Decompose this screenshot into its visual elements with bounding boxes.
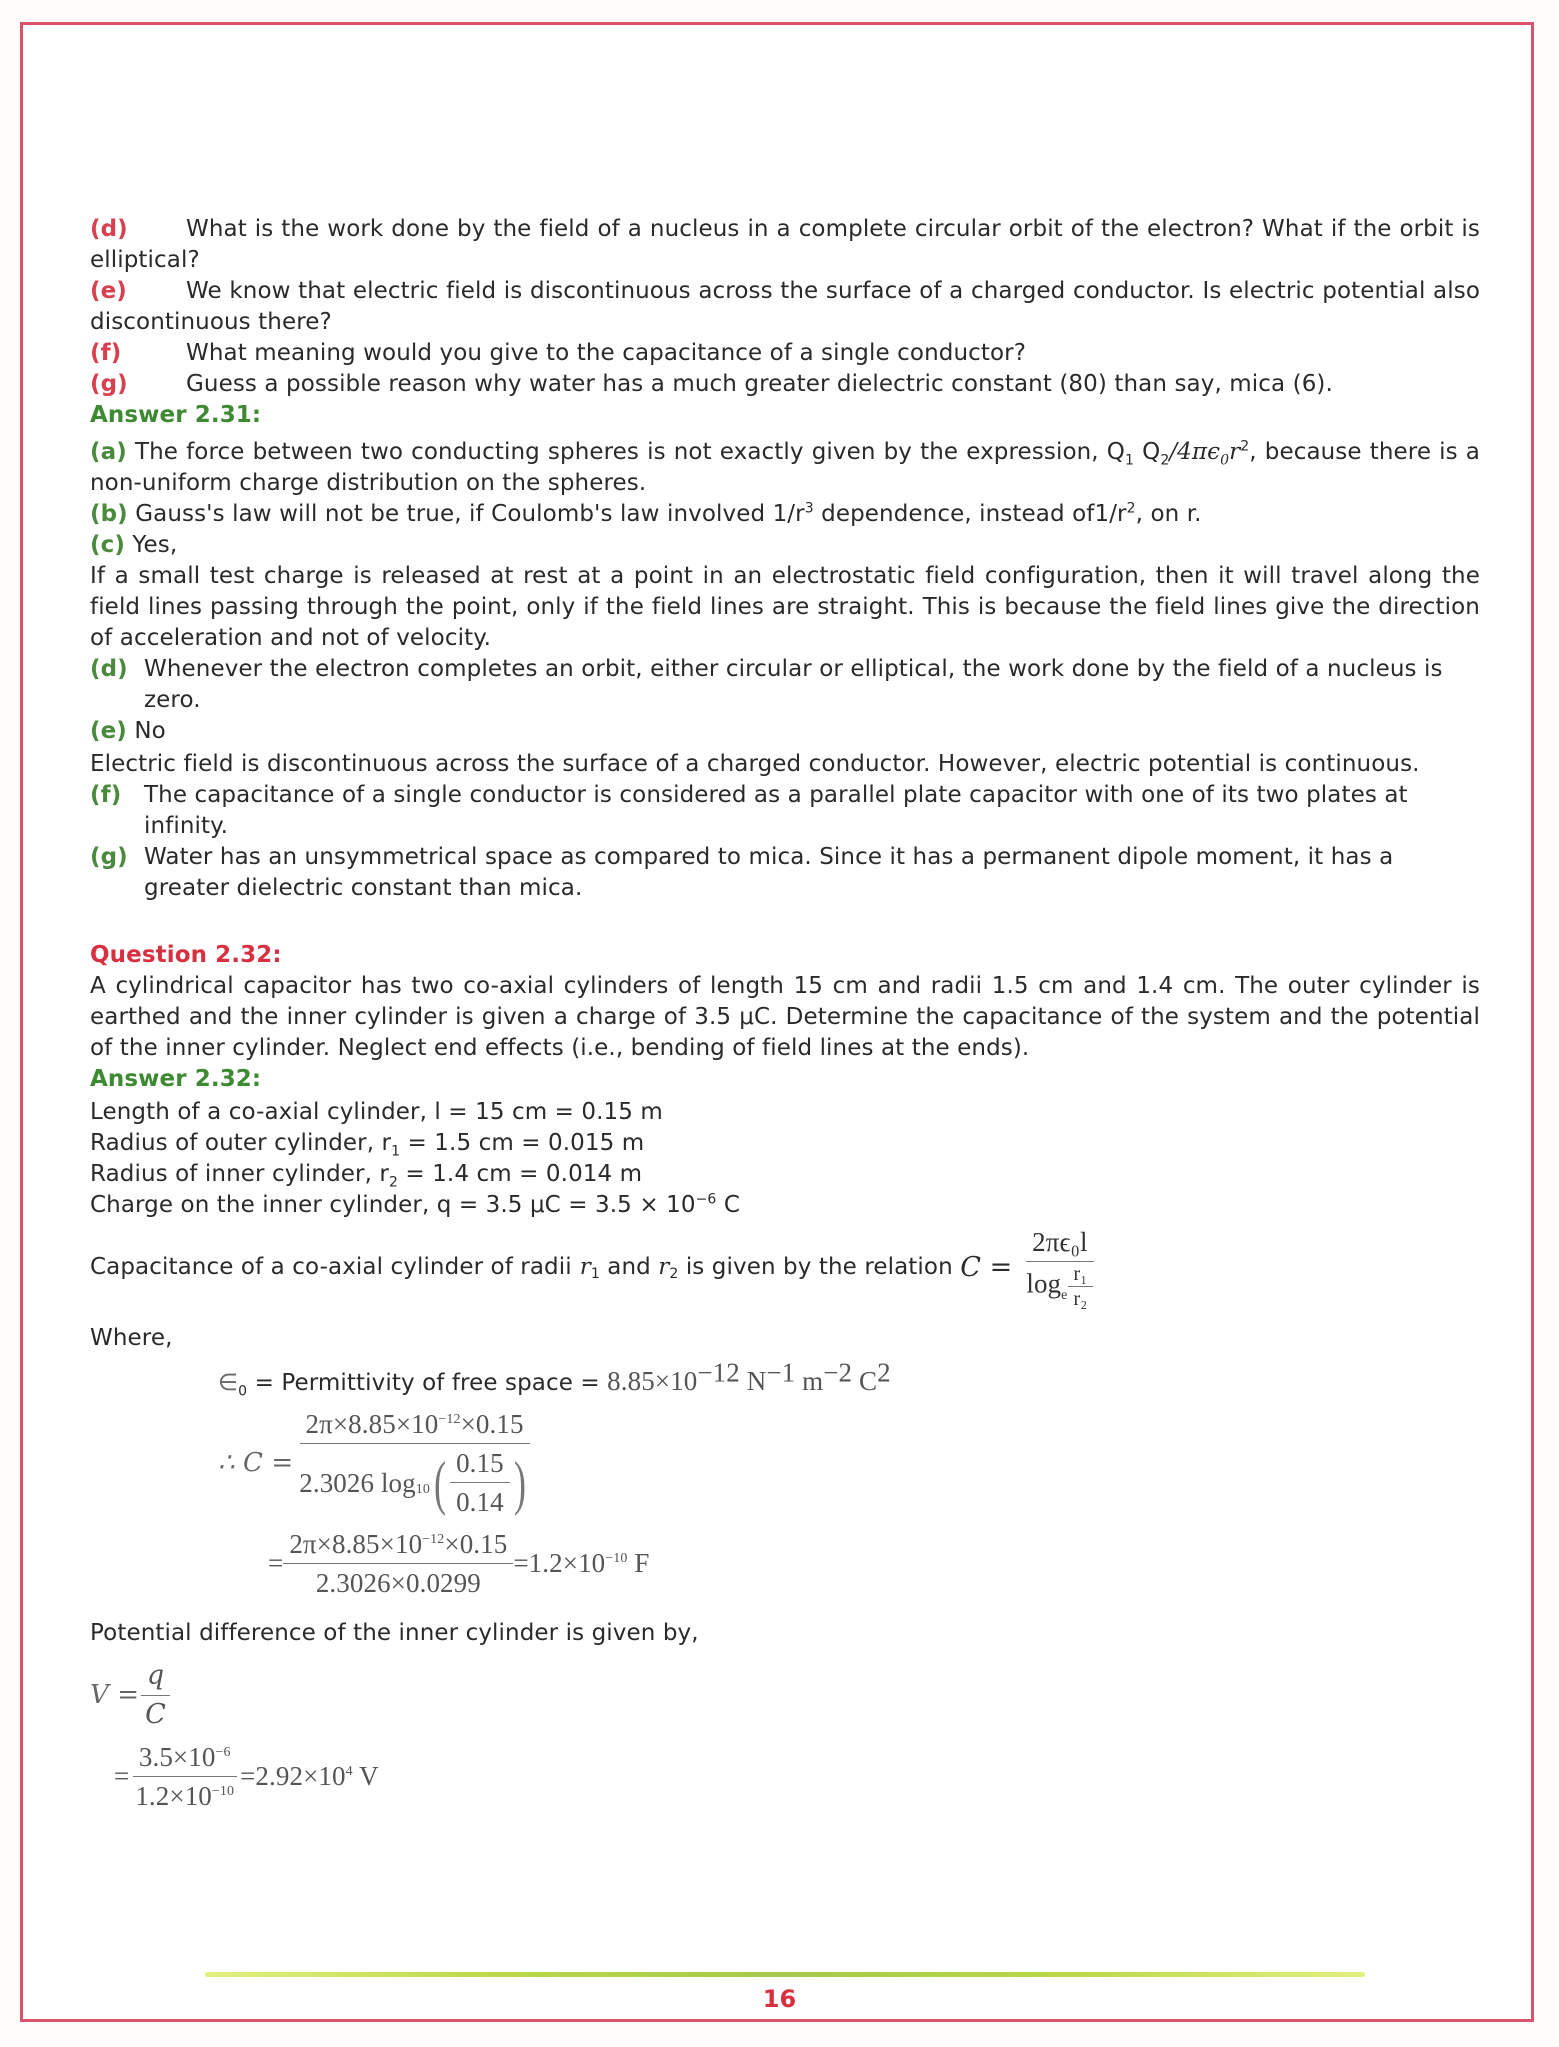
answer-part-c [90,530,1480,561]
question-part-g [90,369,1480,400]
subscript: 2 [1160,452,1170,469]
unit: m [795,1366,824,1396]
result-text: =1.2×10 [513,1548,606,1578]
part-text: What is the work done by the field of a nucleus in a complete circular orbit of the electron? What if the orbit is elliptical? [90,216,1480,273]
superscript: 4 [345,1764,353,1779]
page-content [90,214,1480,1813]
denominator: 2.3026×0.0299 [315,1568,481,1598]
part-label: (d) [90,216,128,242]
ratio [450,1446,510,1519]
potential-calc [114,1740,1480,1813]
subscript: e [1061,1288,1068,1304]
question-232-heading: Question 2.32: [90,942,282,968]
relation-fraction [1020,1225,1099,1309]
answer-text: Yes, [132,532,178,558]
part-text: What meaning would you give to the capacitance of a single conductor? [186,340,1027,366]
answer-text: Gauss's law will not be true, if Coulomb's law involved 1/r [135,501,805,527]
potential-intro: Potential difference of the inner cylinder is given by, [90,1620,699,1646]
question-part-e [90,276,1480,338]
superscript: −6 [215,1745,231,1760]
subscript: 1 [391,1143,401,1160]
equals: = [268,1548,284,1578]
answer-text: dependence, instead of1/r [813,501,1127,527]
num-text: 3.5×10 [138,1742,216,1772]
right-paren: ) [513,1449,526,1516]
answer-part-g [90,842,1480,904]
part-label: (f) [90,782,122,808]
given-text: = 1.5 cm = 0.015 m [400,1130,645,1156]
part-label: (e) [90,278,127,304]
denominator: C [145,1699,166,1730]
answer-part-a [90,437,1480,499]
given-values [90,1097,1480,1221]
answer-part-b [90,499,1480,530]
superscript: 3 [804,500,814,517]
unit: N [739,1366,767,1396]
unit: F [627,1548,650,1578]
question-part-d [90,214,1480,276]
numerator: 2πϵ₀l [1026,1225,1093,1262]
answer-text: The force between two conducting spheres is not exactly given by the expression, Q [134,439,1125,465]
den-text: 2.3026 log [299,1467,416,1498]
given-charge [90,1190,1480,1221]
given-text: C [716,1192,740,1218]
epsilon-symbol: ∈ [218,1370,239,1396]
superscript: 2 [877,1357,891,1388]
num-text: 2π×8.85×10 [305,1409,439,1439]
formula: /4πϵ [1169,439,1221,465]
answer-e-detail: Electric field is discontinuous across the surface of a charged conductor. However, electric potential is continuous. [90,751,1420,777]
lhs: ∴ C = [218,1447,294,1478]
given-outer-radius [90,1128,1480,1159]
calc-fraction [293,1407,536,1519]
superscript: 2 [1126,500,1136,517]
superscript: −12 [697,1357,740,1388]
capacitance-calc-2 [268,1527,1480,1600]
unit: V [352,1761,379,1791]
superscript: −10 [605,1551,628,1566]
lhs: V = [90,1680,140,1710]
formula: r [658,1253,670,1280]
formula: r [1229,439,1241,465]
denominator: 0.14 [456,1487,504,1517]
superscript: −1 [766,1357,796,1388]
given-text: Radius of outer cylinder, r [90,1130,392,1156]
capacitance-calc-1 [218,1407,1480,1519]
relation-text: is given by the relation [678,1253,961,1280]
given-length: Length of a co-axial cylinder, l = 15 cm = 0.15 m [90,1099,663,1125]
log: log [1026,1268,1062,1299]
answer-232-heading: Answer 2.32: [90,1066,262,1092]
superscript: −12 [438,1412,461,1427]
question-231-parts [90,214,1480,400]
potential-result [240,1761,379,1792]
unit: C [852,1366,878,1396]
left-paren: ( [433,1449,447,1516]
question-232-text: A cylindrical capacitor has two co-axial cylinders of length 15 cm and radii 1.5 cm and 1.4 cm. The outer cylinder is earthed and the inner cylinder is given a charge of 3.5 μC. Determine the capacitance of the system and the potential of the inner cylinder. Neglect end effects (i.e., bending of field lines at the ends). [90,973,1480,1061]
potential-formula [90,1659,1480,1732]
given-text: Charge on the inner cylinder, q = 3.5 μC = 3.5 × 10 [90,1192,696,1218]
given-text: Radius of inner cylinder, r [90,1161,389,1187]
part-label: (b) [90,501,128,527]
potential-fraction [139,1659,172,1732]
denominator [129,1777,240,1813]
part-label: (e) [90,718,127,744]
answer-text: Q [1134,439,1161,465]
equals: = [114,1761,130,1791]
given-inner-radius [90,1159,1480,1190]
value: 8.85×10 [607,1366,698,1396]
formula: C = [960,1251,1013,1283]
numerator [283,1527,513,1564]
num-text: ×0.15 [460,1409,524,1439]
subscript: 0 [238,1383,248,1400]
subscript: 0 [1220,452,1230,469]
formula: r [579,1253,591,1280]
relation-text: Capacitance of a co-axial cylinder of radii [90,1253,572,1280]
den-text: 1.2×10 [135,1781,212,1811]
superscript: −12 [422,1532,445,1547]
numerator: q [141,1659,170,1696]
part-label: (f) [90,340,122,366]
answer-text: No [134,718,166,744]
answer-text: Water has an unsymmetrical space as compared to mica. Since it has a permanent dipole moment, it has a greater dielectric constant than mica. [144,844,1394,901]
permittivity-line [218,1357,1480,1400]
num-text: ×0.15 [444,1529,508,1559]
numerator: 0.15 [450,1446,510,1483]
result-text: =2.92×10 [240,1761,346,1791]
given-text: = 1.4 cm = 0.014 m [398,1161,643,1187]
part-label: (a) [90,439,127,465]
answer-text: The capacitance of a single conductor is considered as a parallel plate capacitor with one of its two plates at infinity. [144,782,1408,839]
part-label: (g) [90,371,128,397]
denominator: r₂ [1073,1288,1088,1310]
capacitance-result [513,1548,649,1579]
numerator [300,1407,530,1444]
page-number: 16 [762,1985,797,2013]
answer-part-e [90,716,1480,747]
subscript: 1 [1125,452,1135,469]
denominator [1020,1262,1099,1309]
answer-part-f [90,780,1480,842]
part-label: (g) [90,844,128,870]
answer-text: , because there is a non-uniform charge distribution on the spheres. [90,439,1481,496]
superscript: 2 [1240,438,1250,455]
numerator: r₁ [1068,1264,1094,1287]
part-label: (c) [90,532,125,558]
calc-fraction [129,1740,240,1813]
answer-text: , on r. [1135,501,1202,527]
footer-divider [205,1972,1365,1977]
question-part-f [90,338,1480,369]
permittivity-text: = Permittivity of free space = [247,1370,608,1396]
capacitance-relation: Capacitance of a co-axial cylinder of radii r 1 and r 2 is given by the relation C = 2πϵ₀l $\log_e$ $\frac{\text{r₁}}{\text{r₂}}$ [90,1225,1480,1309]
answer-text: Whenever the electron completes an orbit, either circular or elliptical, the work done by the field of a nucleus is zero. [144,656,1443,713]
superscript: −2 [823,1357,853,1388]
answer-part-d [90,654,1480,716]
ratio [1068,1264,1094,1309]
calc-fraction [283,1527,513,1600]
subscript: 2 [388,1174,398,1191]
relation-text: and [599,1253,659,1280]
where-label: Where, [90,1325,173,1351]
part-text: We know that electric field is discontinuous across the surface of a charged conductor. Is electric potential also discontinuous there? [90,278,1480,335]
answer-c-detail: If a small test charge is released at rest at a point in an electrostatic field configuration, then it will travel along the field lines passing through the point, only if the field lines are straight. This is because the field lines give the direction of acceleration and not of velocity. [90,563,1480,651]
part-text: Guess a possible reason why water has a much greater dielectric constant (80) than say, mica (6). [186,371,1333,397]
answer-231-heading: Answer 2.31: [90,402,262,428]
superscript: −6 [695,1191,717,1208]
numerator [133,1740,237,1777]
part-label: (d) [90,656,128,682]
superscript: −10 [211,1784,235,1799]
num-text: 2π×8.85×10 [289,1529,423,1559]
spacer [90,904,1480,940]
denominator: 2.3026 log 10 ( $\frac{0.15}{0.14}$ ) [299,1448,526,1517]
